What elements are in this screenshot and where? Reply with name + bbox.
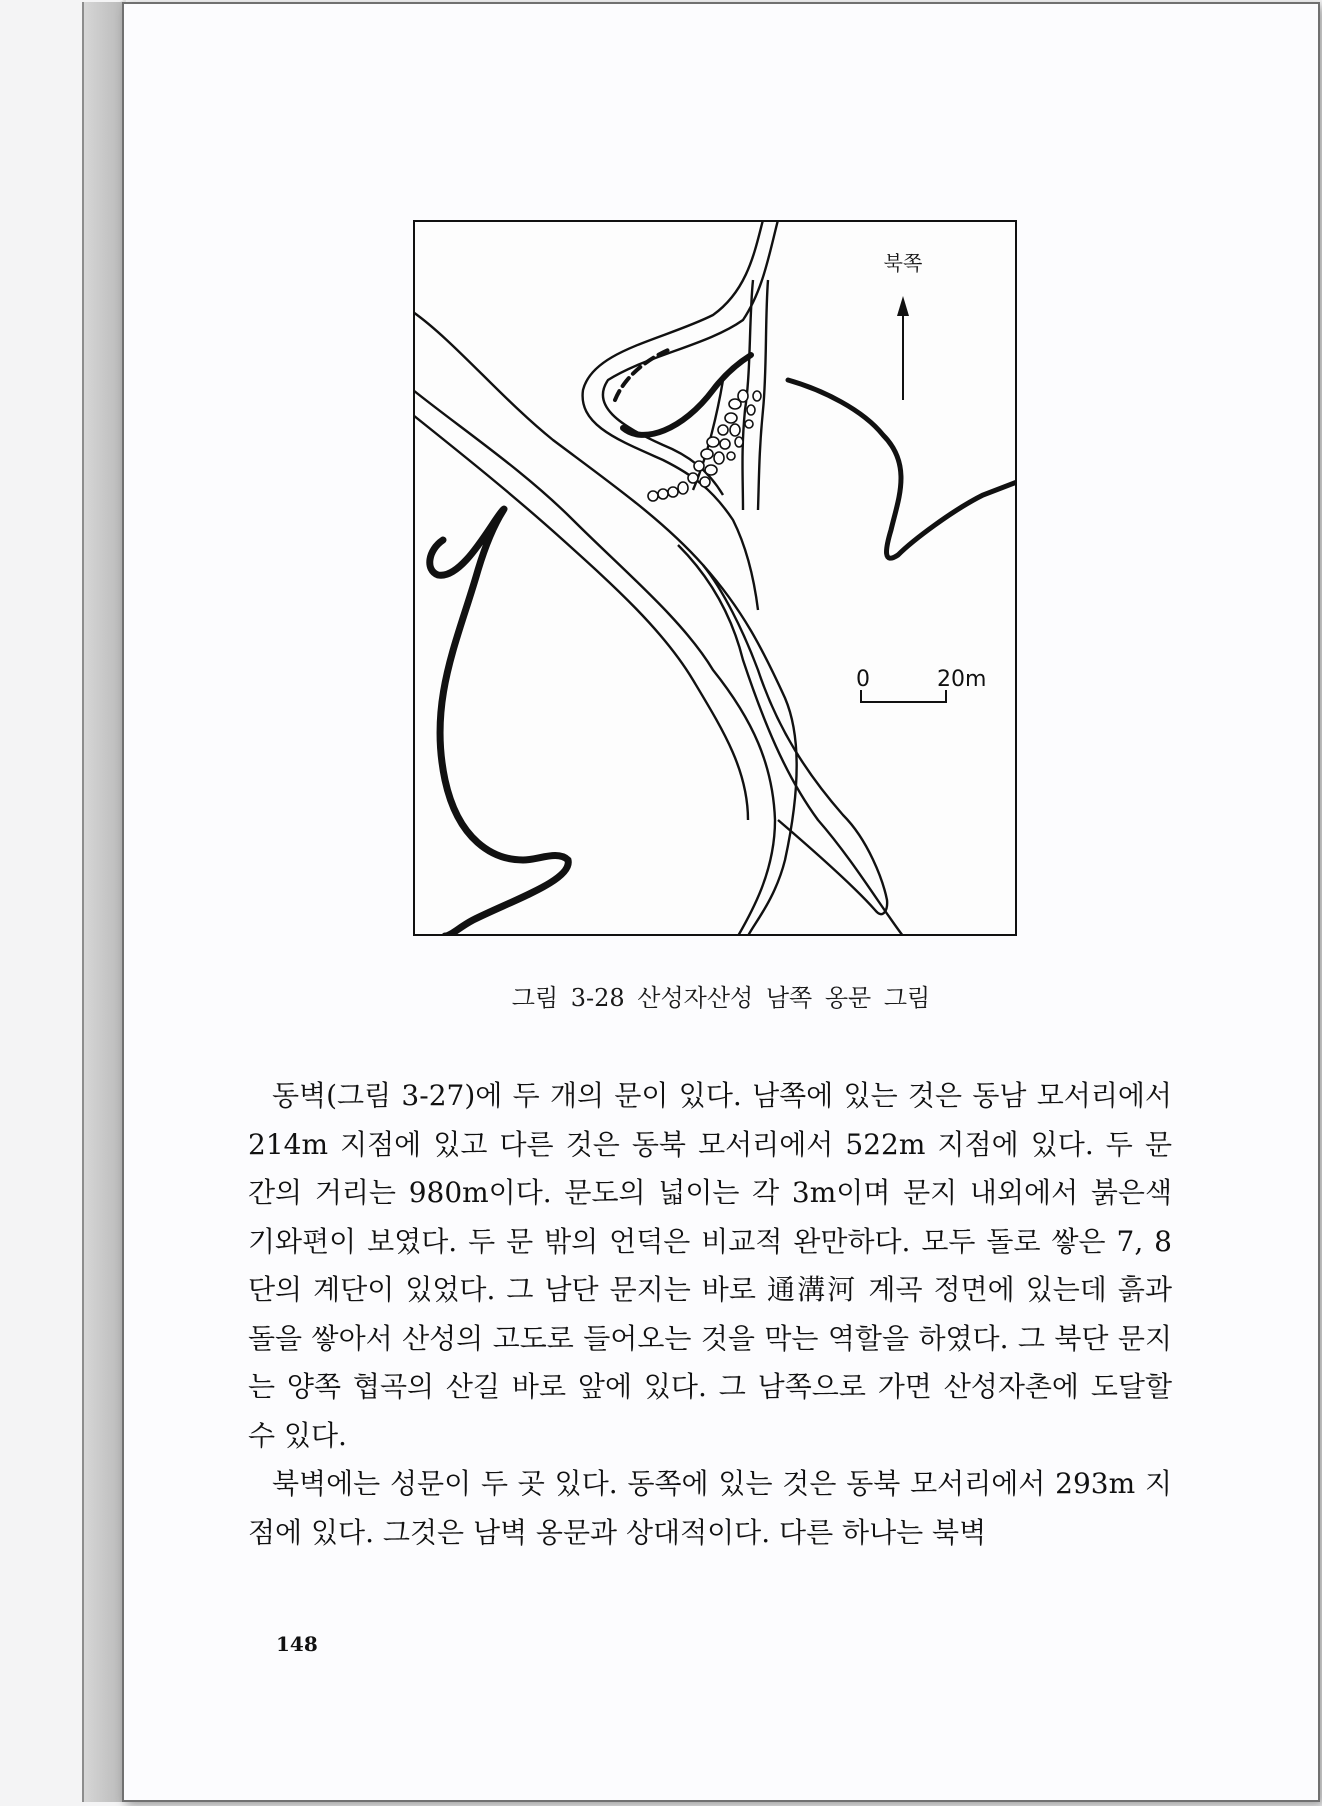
body-text [248, 1072, 1172, 1557]
gate-map-figure [413, 220, 1017, 936]
scale-zero: 0 [856, 667, 870, 692]
book-spine [82, 2, 126, 1802]
north-label: 북쪽 [883, 251, 923, 275]
page-number: 148 [276, 1632, 318, 1656]
figure-caption: 그림 3-28 산성자산성 남쪽 옹문 그림 [511, 984, 931, 1012]
paragraph: 북벽에는 성문이 두 곳 있다. 동쪽에 있는 것은 동북 모서리에서 293m 지점에 있다. 그것은 남벽 옹문과 상대적이다. 다른 하나는 북벽 [248, 1467, 1172, 1549]
paragraph: 동벽(그림 3-27)에 두 개의 문이 있다. 남쪽에 있는 것은 동남 모서리에서 214m 지점에 있고 다른 것은 동북 모서리에서 522m 지점에 있다. 두 문 간의 거리는 980m이다. 문도의 넓이는 각 3m이며 문지 내외에서 붉은색 기와편이 보였다. 두 문 밖의 언덕은 비교적 완만하다. 모두 돌로 쌓은 7, 8단의 계단이 있었다. 그 남단 문지는 바로 通溝河 계곡 정면에 있는데 흙과 돌을 쌓아서 산성의 고도로 들어오는 것을 막는 역할을 하였다. 그 북단 문지는 양쪽 협곡의 산길 바로 앞에 있다. 그 남쪽으로 가면 산성자촌에 도달할 수 있다. [248, 1079, 1172, 1452]
scale-distance: 20m [937, 667, 987, 692]
